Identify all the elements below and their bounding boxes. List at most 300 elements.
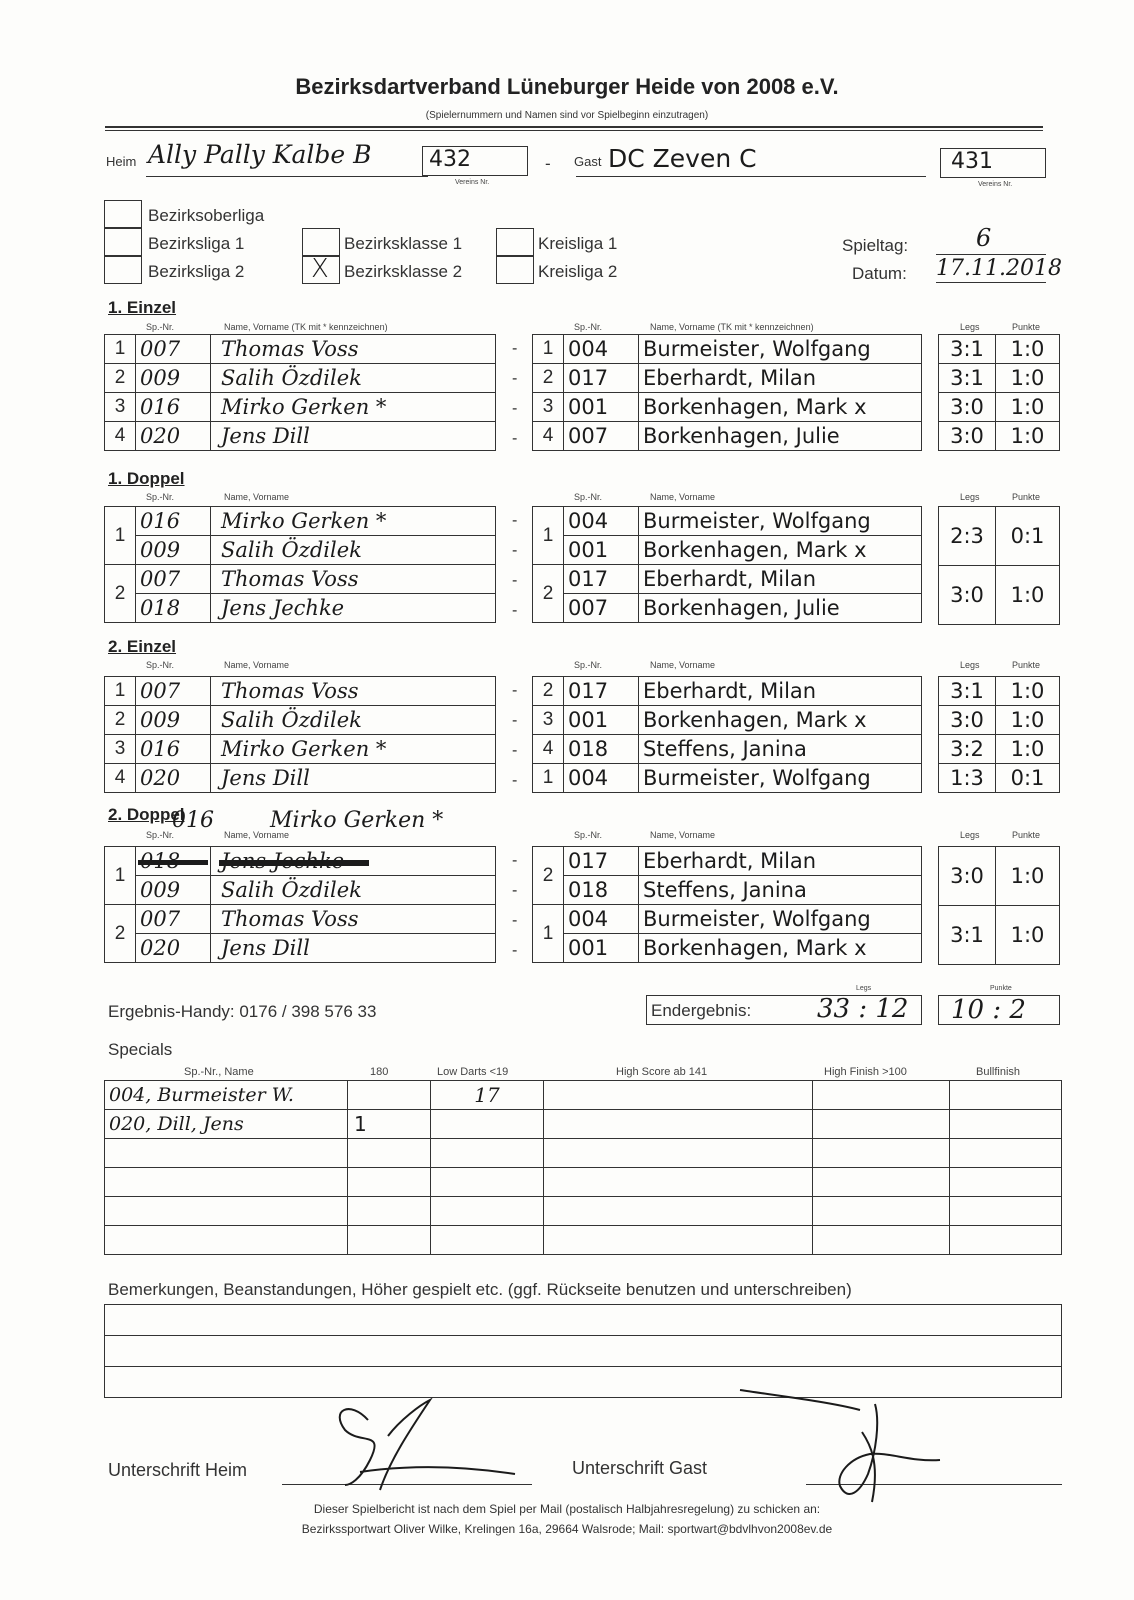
table-row [939,364,1060,393]
einzel2-score-table [938,676,1060,793]
legs-cell[interactable]: 3:1 [939,906,996,965]
player-name-cell[interactable]: Mirko Gerken * [211,507,496,536]
col-name-gast: Name, Vorname [650,660,716,670]
player-nr-cell[interactable]: 020 [136,934,211,963]
specials-high-score-cell[interactable] [544,1110,813,1139]
footer-line-1: Dieser Spielbericht ist nach dem Spiel per Mail (postalisch Halbjahresregelung) zu schicken an: [313,1502,821,1516]
specials-player-cell[interactable] [105,1168,348,1197]
table-row [105,764,496,793]
table-row [105,934,496,963]
doppel2-heim-table [104,846,496,963]
player-name-cell[interactable]: Burmeister, Wolfgang [639,764,922,793]
signature-heim-label: Unterschrift Heim [108,1460,248,1480]
col-sp-nr-heim: Sp.-Nr. [146,660,175,670]
form-title: Bezirksdartverband Lüneburger Heide von 2008 e.V. [295,74,839,99]
table-row [939,677,1060,706]
strikethrough-mark [219,860,369,866]
gast-team-name[interactable]: DC Zeven C [608,144,757,173]
table-row [105,1081,1062,1110]
table-row [105,876,496,905]
player-nr-cell[interactable]: 016 [136,735,211,764]
specials-bullfinish-cell[interactable] [950,1226,1062,1255]
label-bezirksklasse-1: Bezirksklasse 1 [344,234,463,253]
specials-player-cell[interactable]: 004, Burmeister W. [105,1081,348,1110]
remarks-line [105,1366,1061,1367]
table-row [533,507,922,536]
einzel1-gast-table [532,334,922,451]
player-name-cell[interactable]: Jens Dill [211,934,496,963]
datum-value[interactable]: 17.11.2018 [936,256,1062,281]
table-row [105,1168,1062,1197]
specials-180-cell[interactable] [348,1168,431,1197]
col-name-heim: Name, Vorname [224,492,290,502]
checkbox-bezirksliga-2[interactable] [104,256,142,284]
player-name-cell[interactable]: Burmeister, Wolfgang [639,335,922,364]
vs-dash: - [512,430,518,447]
table-row [105,536,496,565]
table-row [105,1110,1062,1139]
specials-bullfinish-cell[interactable] [950,1139,1062,1168]
specials-player-cell[interactable] [105,1197,348,1226]
player-name-cell[interactable]: Salih Özdilek [211,876,496,905]
col-punkte: Punkte [1012,830,1041,840]
label-bezirksliga-2: Bezirksliga 2 [148,262,245,281]
legs-cell[interactable]: 3:0 [939,847,996,906]
table-row [533,364,922,393]
table-row [533,335,922,364]
player-name-cell[interactable]: Borkenhagen, Mark x [639,934,922,963]
table-row [105,677,496,706]
player-nr-cell[interactable]: 017 [564,565,639,594]
row-index: 1 [105,677,136,706]
player-name-cell[interactable]: Salih Özdilek [211,536,496,565]
row-index: 2 [533,364,564,393]
legs-cell[interactable]: 3:1 [939,677,996,706]
table-row [105,1197,1062,1226]
legs-cell[interactable]: 3:0 [939,706,996,735]
specials-high-finish-cell[interactable] [813,1197,950,1226]
strikethrough-mark [138,860,208,865]
col-legs: Legs [960,660,980,670]
doppel1-heim-table [104,506,496,623]
datum-label: Datum: [852,264,907,283]
vs-dash: - [512,712,518,729]
checkbox-bezirksklasse-1[interactable] [302,228,340,256]
punkte-cell[interactable]: 1:0 [996,422,1060,451]
player-nr-cell[interactable]: 016 [136,507,211,536]
player-nr-cell[interactable]: 009 [136,706,211,735]
vs-dash: - [512,400,518,417]
punkte-cell[interactable]: 1:0 [996,393,1060,422]
table-row [105,594,496,623]
remarks-line [105,1335,1061,1336]
table-row [105,735,496,764]
gast-vereins-nr-label: Vereins Nr. [978,181,1013,188]
specials-high-score-cell[interactable] [544,1139,813,1168]
player-nr-cell[interactable]: 017 [564,364,639,393]
section-1-einzel: 1. Einzel [108,298,177,317]
row-index: 4 [533,422,564,451]
specials-bullfinish-cell[interactable] [950,1168,1062,1197]
player-name-cell[interactable]: Salih Özdilek [211,706,496,735]
player-nr-cell[interactable] [136,847,211,876]
row-index: 4 [105,764,136,793]
table-row [939,764,1060,793]
vs-dash: - [512,602,518,619]
col-sp-nr-heim: Sp.-Nr. [146,830,175,840]
einzel2-gast-table [532,676,922,793]
row-index: 3 [533,393,564,422]
player-nr-cell[interactable]: 004 [564,507,639,536]
player-name-cell[interactable]: Mirko Gerken * [211,735,496,764]
specials-180-cell[interactable] [348,1197,431,1226]
specials-high-score-cell[interactable] [544,1226,813,1255]
correction-player-nr[interactable]: 016 [172,808,214,833]
vs-dash: - [512,742,518,759]
specials-col-low-darts: Low Darts <19 [437,1066,509,1078]
table-row [533,594,922,623]
col-sp-nr-heim: Sp.-Nr. [146,322,175,332]
vs-dash: - [512,542,518,559]
specials-high-score-cell[interactable] [544,1168,813,1197]
col-name-heim: Name, Vorname (TK mit * kennzeichnen) [224,322,388,332]
legs-cell[interactable]: 2:3 [939,507,996,566]
label-bezirksliga-1: Bezirksliga 1 [148,234,245,253]
specials-low-darts-cell[interactable] [431,1197,544,1226]
player-name-cell[interactable]: Eberhardt, Milan [639,565,922,594]
specials-high-finish-cell[interactable] [813,1110,950,1139]
row-index: 1 [105,335,136,364]
player-name-cell[interactable]: Eberhardt, Milan [639,847,922,876]
table-row [939,847,1060,906]
legs-cell[interactable]: 3:0 [939,393,996,422]
specials-low-darts-cell[interactable] [431,1168,544,1197]
doppel2-gast-table [532,846,922,963]
player-nr-cell[interactable]: 004 [564,335,639,364]
col-sp-nr-gast: Sp.-Nr. [574,322,603,332]
specials-low-darts-cell[interactable] [431,1226,544,1255]
legs-cell[interactable]: 3:1 [939,335,996,364]
table-row [105,565,496,594]
specials-bullfinish-cell[interactable] [950,1110,1062,1139]
table-row [533,677,922,706]
legs-cell[interactable]: 3:1 [939,364,996,393]
title-rule-2 [105,130,1043,131]
player-nr-cell[interactable]: 007 [136,677,211,706]
specials-low-darts-cell[interactable] [431,1139,544,1168]
checkbox-kreisliga-2[interactable] [496,256,534,284]
row-index: 2 [105,905,136,963]
checkbox-kreisliga-1[interactable] [496,228,534,256]
col-name-gast: Name, Vorname [650,492,716,502]
specials-title: Specials [108,1040,173,1059]
table-row [105,706,496,735]
specials-180-cell[interactable] [348,1139,431,1168]
einzel1-score-table [938,334,1060,451]
table-row [533,764,922,793]
col-sp-nr-gast: Sp.-Nr. [574,660,603,670]
player-name-cell[interactable]: Burmeister, Wolfgang [639,507,922,536]
table-row [533,876,922,905]
vs-dash: - [512,852,518,869]
specials-low-darts-cell[interactable]: 17 [431,1081,544,1110]
endergebnis-legs-label: Legs [856,985,872,992]
col-legs: Legs [960,492,980,502]
table-row [939,335,1060,364]
specials-bullfinish-cell[interactable] [950,1081,1062,1110]
player-name-cell[interactable]: Borkenhagen, Mark x [639,536,922,565]
player-name-cell[interactable]: Jens Dill [211,764,496,793]
ergebnis-handy: Ergebnis-Handy: 0176 / 398 576 33 [108,1002,377,1021]
punkte-cell[interactable]: 0:1 [996,764,1060,793]
col-punkte: Punkte [1012,322,1041,332]
table-row [939,706,1060,735]
table-row [105,847,496,876]
player-name-cell[interactable]: Steffens, Janina [639,876,922,905]
player-nr-cell[interactable]: 001 [564,706,639,735]
row-index: 1 [533,507,564,565]
row-index: 1 [105,507,136,565]
player-nr-cell[interactable]: 009 [136,536,211,565]
specials-player-cell[interactable] [105,1226,348,1255]
checkbox-check-mark: X [311,254,329,284]
table-row [939,735,1060,764]
row-index: 3 [533,706,564,735]
einzel1-heim-table [104,334,496,451]
col-punkte: Punkte [1012,660,1041,670]
doppel1-score-table [938,506,1060,625]
col-name-heim: Name, Vorname [224,660,290,670]
spieltag-label: Spieltag: [842,236,909,255]
vs-dash: - [512,340,518,357]
signature-gast-label: Unterschrift Gast [572,1458,708,1478]
title-rule [105,126,1043,128]
specials-high-finish-cell[interactable] [813,1139,950,1168]
player-name-cell[interactable]: Thomas Voss [211,335,496,364]
table-row [105,393,496,422]
table-row [105,364,496,393]
player-nr-cell[interactable]: 007 [564,594,639,623]
player-nr-cell[interactable]: 017 [564,847,639,876]
vs-dash: - [512,512,518,529]
table-row [533,565,922,594]
form-subtitle: (Spielernummern und Namen sind vor Spielbeginn einzutragen) [425,110,709,121]
heim-vereins-nr[interactable]: 432 [422,146,528,176]
player-nr-cell[interactable]: 020 [136,764,211,793]
table-row [533,393,922,422]
punkte-cell[interactable]: 1:0 [996,735,1060,764]
specials-col-sp-nr-name: Sp.-Nr., Name [184,1066,254,1078]
label-kreisliga-1: Kreisliga 1 [538,234,618,253]
vs-dash: - [512,682,518,699]
heim-label: Heim [106,154,137,169]
checkbox-bezirksklasse-2[interactable] [302,256,340,284]
player-name-cell[interactable]: Eberhardt, Milan [639,364,922,393]
label-bezirksoberliga: Bezirksoberliga [148,206,265,225]
legs-cell[interactable]: 3:0 [939,566,996,625]
player-nr-cell[interactable]: 007 [136,565,211,594]
teams-separator: - [545,154,551,173]
row-index: 2 [105,706,136,735]
col-sp-nr-gast: Sp.-Nr. [574,492,603,502]
heim-team-name[interactable]: Ally Pally Kalbe B [148,140,372,169]
player-name-cell[interactable]: Thomas Voss [211,905,496,934]
table-row [533,905,922,934]
player-name-cell[interactable]: Burmeister, Wolfgang [639,905,922,934]
player-nr-cell[interactable]: 009 [136,364,211,393]
punkte-cell[interactable]: 0:1 [996,507,1060,566]
row-index: 1 [533,764,564,793]
correction-player-name[interactable]: Mirko Gerken * [270,808,444,833]
specials-high-score-cell[interactable] [544,1081,813,1110]
specials-table [104,1080,1062,1255]
specials-high-finish-cell[interactable] [813,1168,950,1197]
vs-dash: - [512,882,518,899]
table-row [533,706,922,735]
endergebnis-label: Endergebnis: [651,1001,752,1020]
punkte-cell[interactable]: 1:0 [996,335,1060,364]
endergebnis-box [646,995,922,1025]
player-name-cell[interactable]: Mirko Gerken * [211,393,496,422]
punkte-cell[interactable]: 1:0 [996,677,1060,706]
player-nr-cell[interactable]: 001 [564,934,639,963]
label-bezirksklasse-2: Bezirksklasse 2 [344,262,463,281]
player-nr-cell[interactable]: 007 [136,905,211,934]
label-kreisliga-2: Kreisliga 2 [538,262,618,281]
table-row [939,906,1060,965]
table-row [939,393,1060,422]
table-row [105,905,496,934]
col-name-gast: Name, Vorname (TK mit * kennzeichnen) [650,322,814,332]
player-name-cell[interactable]: Steffens, Janina [639,735,922,764]
datum-underline [936,282,1046,283]
row-index: 2 [533,677,564,706]
player-name-cell[interactable]: Borkenhagen, Mark x [639,393,922,422]
specials-low-darts-cell[interactable] [431,1110,544,1139]
footer-line-2: Bezirkssportwart Oliver Wilke, Krelingen 16a, 29664 Walsrode; Mail: sportwart@bdvlhvon2008ev.de [301,1522,833,1536]
player-nr-cell[interactable]: 004 [564,905,639,934]
player-nr-cell[interactable]: 001 [564,393,639,422]
vs-dash: - [512,772,518,789]
specials-high-finish-cell[interactable] [813,1081,950,1110]
punkte-cell[interactable]: 1:0 [996,566,1060,625]
player-nr-cell[interactable]: 018 [136,594,211,623]
endergebnis-punkte[interactable]: 10 : 2 [938,995,1060,1025]
checkbox-bezirksoberliga[interactable] [104,200,142,228]
spieltag-underline [936,254,1046,255]
player-nr-cell[interactable]: 018 [564,876,639,905]
specials-180-cell[interactable] [348,1081,431,1110]
legs-cell[interactable]: 3:0 [939,422,996,451]
endergebnis-punkte-label: Punkte [990,985,1012,992]
row-index: 1 [533,335,564,364]
specials-high-score-cell[interactable] [544,1197,813,1226]
specials-bullfinish-cell[interactable] [950,1197,1062,1226]
player-name-cell[interactable]: Salih Özdilek [211,364,496,393]
endergebnis-legs[interactable]: 33 : 12 [817,994,909,1024]
row-index: 2 [533,847,564,905]
vs-dash: - [512,942,518,959]
player-nr-cell[interactable]: 020 [136,422,211,451]
table-row [533,934,922,963]
player-nr-cell[interactable]: 009 [136,876,211,905]
doppel1-gast-table [532,506,922,623]
col-name-gast: Name, Vorname [650,830,716,840]
specials-player-cell[interactable]: 020, Dill, Jens [105,1110,348,1139]
vs-dash: - [512,912,518,929]
table-row [939,566,1060,625]
doppel2-score-table [938,846,1060,965]
col-sp-nr-gast: Sp.-Nr. [574,830,603,840]
player-name-cell[interactable]: Thomas Voss [211,565,496,594]
table-row [105,422,496,451]
row-index: 2 [105,364,136,393]
specials-180-cell[interactable] [348,1226,431,1255]
spieltag-value[interactable]: 6 [976,224,992,252]
table-row [533,536,922,565]
player-name-cell[interactable]: Borkenhagen, Mark x [639,706,922,735]
player-nr-cell[interactable]: 004 [564,764,639,793]
punkte-cell[interactable]: 1:0 [996,906,1060,965]
player-nr-cell[interactable]: 018 [564,735,639,764]
col-name-heim: Name, Vorname [224,830,290,840]
punkte-cell[interactable]: 1:0 [996,706,1060,735]
signature-gast-image [740,1382,970,1512]
vs-dash: - [512,370,518,387]
punkte-cell[interactable]: 1:0 [996,847,1060,906]
player-nr-cell[interactable]: 017 [564,677,639,706]
player-name-cell[interactable]: Borkenhagen, Julie [639,594,922,623]
remarks-title: Bemerkungen, Beanstandungen, Höher gespielt etc. (ggf. Rückseite benutzen und unterschreiben) [108,1280,852,1299]
col-legs: Legs [960,322,980,332]
legs-cell[interactable]: 1:3 [939,764,996,793]
player-name-cell[interactable]: Thomas Voss [211,677,496,706]
specials-col-180: 180 [370,1066,389,1078]
heim-underline [146,176,428,177]
player-name-cell[interactable]: Borkenhagen, Julie [639,422,922,451]
player-name-cell[interactable]: Eberhardt, Milan [639,677,922,706]
table-row [533,847,922,876]
specials-player-cell[interactable] [105,1139,348,1168]
row-index: 3 [105,393,136,422]
player-nr-cell[interactable]: 007 [564,422,639,451]
row-index: 1 [533,905,564,963]
table-row [105,507,496,536]
signature-heim-image [290,1390,520,1500]
einzel2-heim-table [104,676,496,793]
table-row [105,1226,1062,1255]
row-index: 4 [105,422,136,451]
player-name-cell[interactable] [211,847,496,876]
player-name-cell[interactable]: Jens Dill [211,422,496,451]
specials-high-finish-cell[interactable] [813,1226,950,1255]
player-nr-cell[interactable]: 007 [136,335,211,364]
specials-col-high-score: High Score ab 141 [616,1066,708,1078]
specials-180-cell[interactable]: 1 [348,1110,431,1139]
player-name-cell[interactable]: Jens Jechke [211,594,496,623]
legs-cell[interactable]: 3:2 [939,735,996,764]
checkbox-bezirksliga-1[interactable] [104,228,142,256]
player-nr-cell[interactable]: 016 [136,393,211,422]
table-row [939,422,1060,451]
player-nr-cell[interactable]: 001 [564,536,639,565]
section-2-doppel: 2. Doppel [108,805,185,824]
col-legs: Legs [960,830,980,840]
punkte-cell[interactable]: 1:0 [996,364,1060,393]
row-index: 2 [533,565,564,623]
gast-vereins-nr[interactable]: 431 [940,148,1046,178]
table-row [533,422,922,451]
